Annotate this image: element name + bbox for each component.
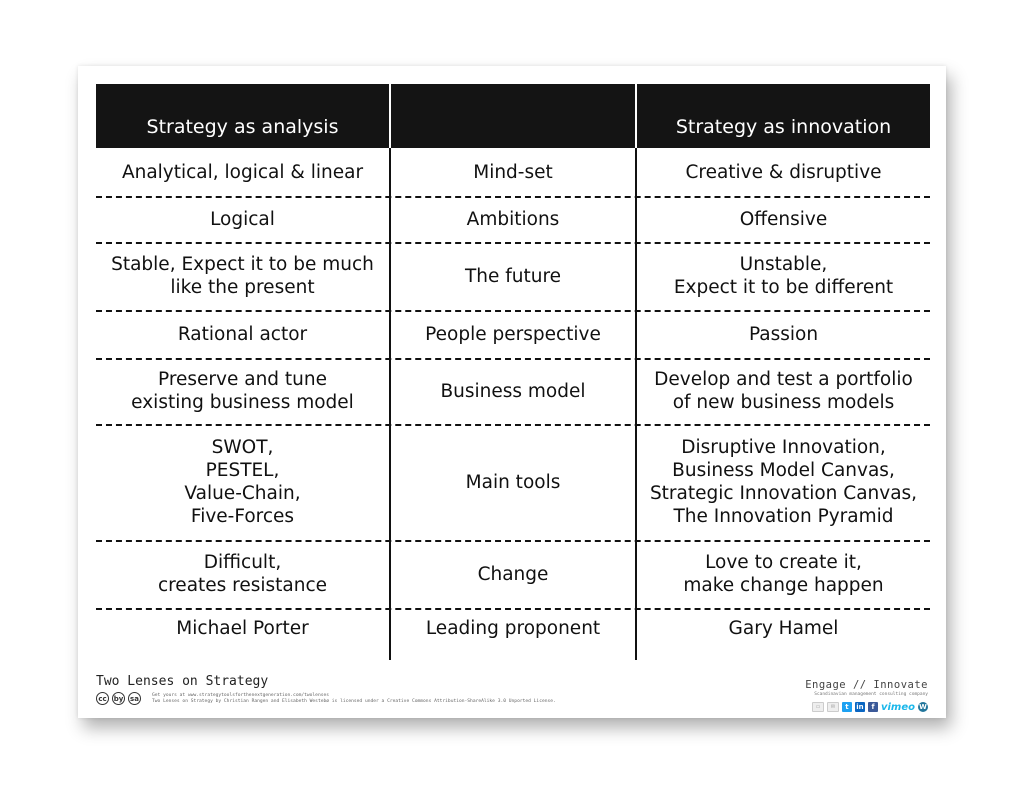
table-row-people-perspective — [96, 310, 930, 358]
cell-dimension: Business model — [440, 380, 586, 402]
table-row-change — [96, 540, 930, 608]
cell-dimension: Main tools — [465, 471, 561, 493]
cell-analysis: Analytical, logical & linear — [121, 161, 364, 183]
email-icon[interactable]: ✉ — [827, 702, 839, 712]
cell-innovation: Gary Hamel — [728, 617, 839, 639]
cell-dimension: Change — [477, 563, 549, 585]
sa-icon: sa — [128, 692, 141, 705]
brand-block — [805, 679, 928, 697]
license-line-get-yours: Get yours at www.strategytoolsforthenextgeneration.com/twolenses — [152, 693, 330, 698]
cell-analysis: Difficult, creates resistance — [157, 552, 328, 596]
cell-innovation: Love to create it, make change happen — [683, 552, 884, 596]
cell-dimension: People perspective — [425, 323, 601, 345]
table-row-main-tools — [96, 424, 930, 540]
cell-dimension: The future — [464, 265, 562, 287]
cc-icon: cc — [96, 692, 109, 705]
creative-commons-badge — [96, 692, 141, 705]
facebook-icon[interactable]: f — [868, 702, 878, 712]
cell-analysis: Rational actor — [177, 323, 308, 345]
header-strategy-as-analysis: Strategy as analysis — [146, 116, 339, 138]
cell-innovation: Creative & disruptive — [685, 161, 882, 183]
cell-dimension: Leading proponent — [425, 617, 601, 639]
license-line-attribution: Two Lenses on Strategy by Christian Rangen and Elisabeth Westebø is licensed under a Creative Commons Attribution-ShareAlike 3.0 Unported License. — [152, 699, 556, 704]
table-row-leading-proponent — [96, 608, 930, 648]
cell-innovation: Unstable, Expect it to be different — [673, 254, 894, 298]
comparison-table — [96, 84, 930, 660]
linkedin-icon[interactable]: in — [856, 703, 864, 711]
cell-innovation: Develop and test a portfolio of new business models — [654, 369, 913, 413]
license-text — [152, 693, 556, 705]
table-row-ambitions — [96, 196, 930, 242]
table-header — [96, 84, 930, 148]
cell-dimension: Ambitions — [466, 208, 560, 230]
table-row-business-model — [96, 358, 930, 424]
cell-dimension: Mind-set — [473, 161, 553, 183]
cell-analysis: Michael Porter — [176, 617, 309, 639]
cell-analysis: Stable, Expect it to be much like the present — [111, 254, 374, 298]
header-strategy-as-innovation: Strategy as innovation — [675, 116, 892, 138]
table-row-the-future — [96, 242, 930, 310]
by-icon: by — [112, 692, 125, 705]
cell-analysis: Preserve and tune existing business model — [131, 369, 354, 413]
wordpress-icon[interactable]: W — [919, 703, 927, 711]
header-middle — [391, 84, 635, 148]
cell-innovation: Passion — [748, 323, 819, 345]
cell-analysis: SWOT, PESTEL, Value-Chain, Five-Forces — [184, 437, 301, 527]
vimeo-icon[interactable]: vimeo — [880, 701, 915, 713]
table-row-mind-set — [96, 148, 930, 196]
brand-subtitle: Scandinavian management consulting company — [814, 692, 928, 697]
brand-name: Engage // Innovate — [805, 679, 928, 691]
social-links — [812, 702, 928, 712]
cell-innovation: Disruptive Innovation, Business Model Canvas, Strategic Innovation Canvas, The Innovation Pyramid — [649, 437, 918, 527]
cell-analysis: Logical — [210, 208, 275, 230]
poster-title: Two Lenses on Strategy — [96, 674, 269, 689]
cell-innovation: Offensive — [739, 208, 828, 230]
twitter-icon[interactable]: t — [842, 702, 852, 712]
slideshare-icon[interactable]: ▭ — [812, 702, 824, 712]
